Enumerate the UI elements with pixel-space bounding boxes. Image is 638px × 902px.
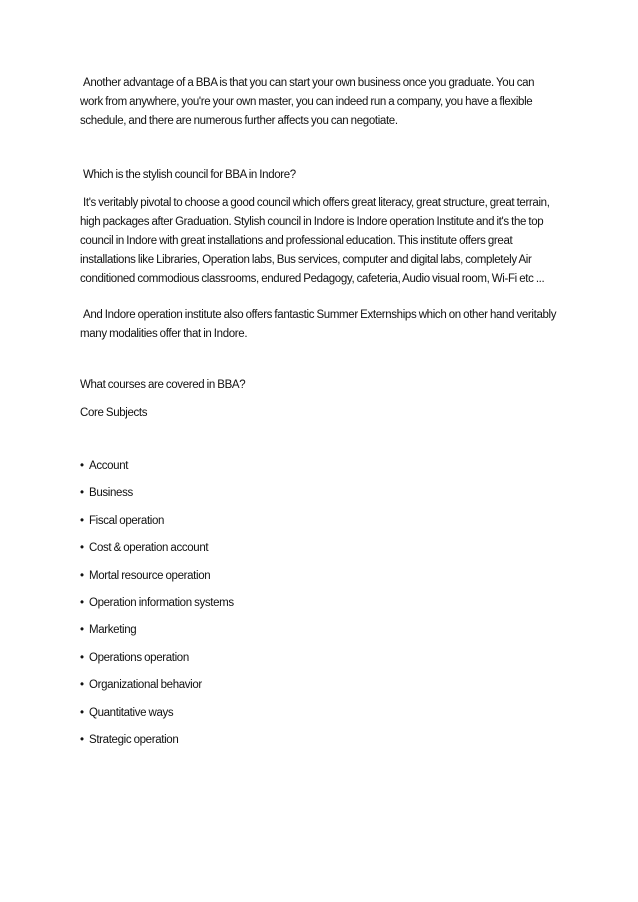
subject-label: Fiscal operation bbox=[89, 514, 165, 527]
bullet-icon: • bbox=[80, 706, 84, 719]
bullet-icon: • bbox=[80, 514, 84, 527]
bullet-icon: • bbox=[80, 460, 84, 472]
list-item bbox=[80, 457, 558, 476]
subject-label: Quantitative ways bbox=[89, 706, 174, 719]
subject-label: Business bbox=[89, 487, 133, 500]
bullet-icon: • bbox=[80, 679, 84, 692]
bullet-icon: • bbox=[80, 542, 84, 555]
council-question-heading: Which is the stylish council for BBA in Indore? bbox=[83, 169, 296, 181]
core-subjects-heading: Core Subjects bbox=[80, 407, 148, 419]
list-item bbox=[80, 676, 558, 695]
council-paragraph: It's veritably pivotal to choose a good council which offers great literacy, great structure, great terrain, high packages after Graduation. Stylish council in Indore is Indore operation Institute and it's the top council in Indore with great installations and professional education. This institute offers great installations like Libraries, Operation labs, Bus services, computer and digital labs, completely Air conditioned commodious classrooms, endured Pedagogy, cafeteria, Audio visual room, Wi-Fi etc ... bbox=[80, 197, 550, 285]
bullet-icon: • bbox=[80, 487, 84, 500]
list-item bbox=[80, 512, 558, 531]
list-item bbox=[80, 567, 558, 586]
document-body bbox=[80, 74, 558, 758]
intro-paragraph: Another advantage of a BBA is that you can start your own business once you graduate. You can work from anywhere, you're your own master, you can indeed run a company, you have a flexible schedule, and there are numerous further affects you can negotiate. bbox=[80, 77, 535, 127]
list-item bbox=[80, 649, 558, 668]
subject-label: Operations operation bbox=[89, 651, 189, 664]
list-item bbox=[80, 594, 558, 613]
bullet-icon: • bbox=[80, 624, 84, 637]
bullet-icon: • bbox=[80, 596, 84, 609]
subject-label: Marketing bbox=[89, 624, 137, 637]
bullet-icon: • bbox=[80, 733, 84, 746]
courses-question-heading: What courses are covered in BBA? bbox=[80, 379, 246, 391]
subjects-list bbox=[80, 457, 558, 750]
subject-label: Cost & operation account bbox=[89, 542, 209, 555]
list-item bbox=[80, 621, 558, 640]
list-item bbox=[80, 704, 558, 723]
subject-label: Operation information systems bbox=[89, 596, 234, 609]
subject-label: Organizational behavior bbox=[89, 679, 202, 692]
subject-label: Strategic operation bbox=[89, 733, 179, 746]
bullet-icon: • bbox=[80, 569, 84, 582]
list-item bbox=[80, 539, 558, 558]
subject-label: Mortal resource operation bbox=[89, 569, 211, 582]
externship-paragraph: And Indore operation institute also offers fantastic Summer Externships which on other hand veritably many modalities offer that in Indore. bbox=[80, 309, 557, 340]
subject-label: Account bbox=[89, 460, 129, 472]
list-item bbox=[80, 731, 558, 750]
list-item bbox=[80, 484, 558, 503]
bullet-icon: • bbox=[80, 651, 84, 664]
